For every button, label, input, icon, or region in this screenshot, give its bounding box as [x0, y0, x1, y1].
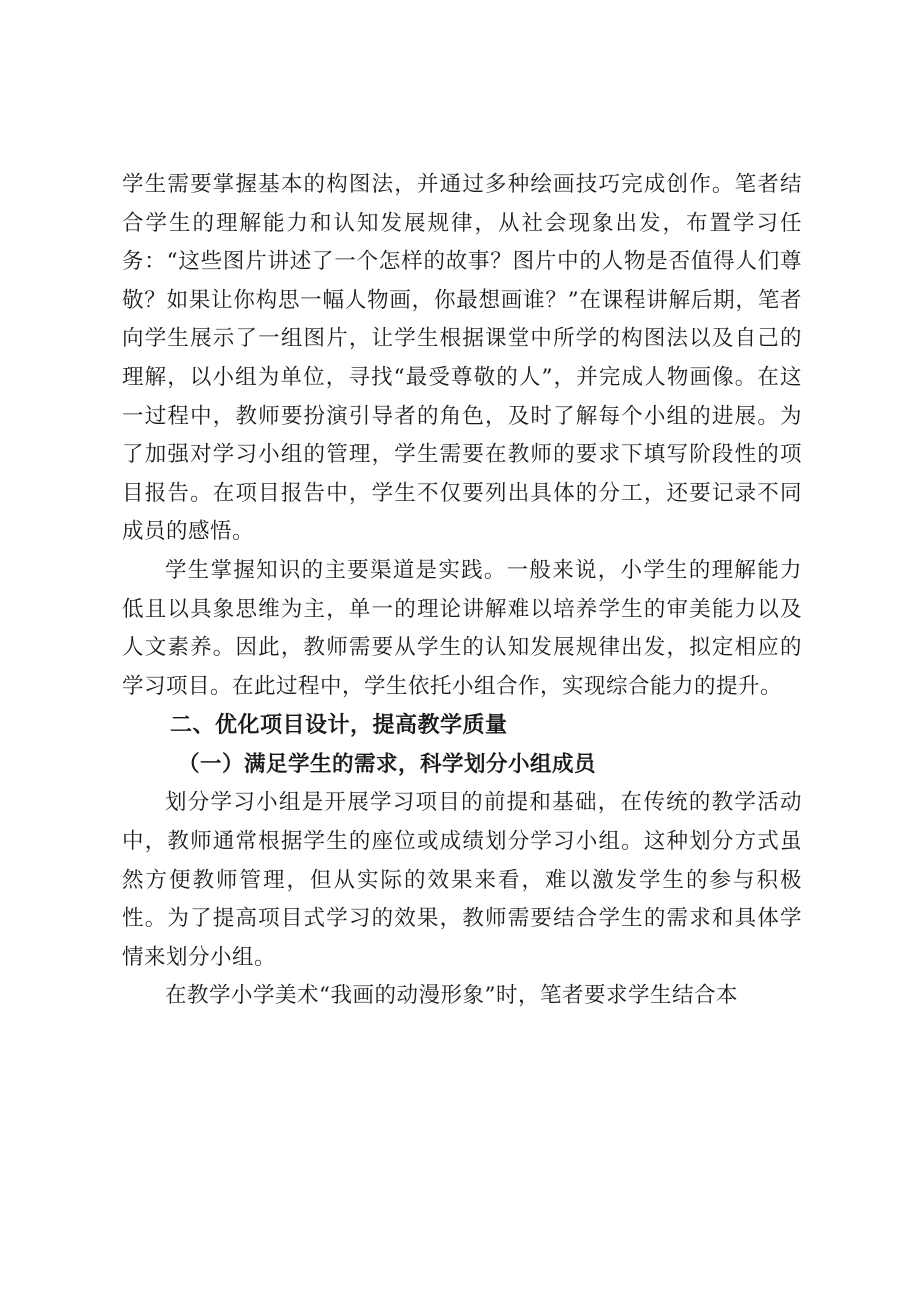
paragraph-grouping: 划分学习小组是开展学习项目的前提和基础，在传统的教学活动中，教师通常根据学生的座位或成绩划分学习小组。这种划分方式虽然方便教师管理，但从实际的效果来看，难以激发学生的参与积极性。为了提高项目式学习的效果，教师需要结合学生的需求和具体学情来划分小组。	[122, 790, 802, 970]
sub-heading: （一）满足学生的需求，科学划分小组成员	[178, 752, 597, 778]
document-body	[122, 166, 802, 1016]
section-heading: 二、优化项目设计，提高教学质量	[170, 713, 508, 739]
paragraph-practice: 学生掌握知识的主要渠道是实践。一般来说，小学生的理解能力低且以具象思维为主，单一的理论讲解难以培养学生的审美能力以及人文素养。因此，教师需要从学生的认知发展规律出发，拟定相应的学习项目。在此过程中，学生依托小组合作，实现综合能力的提升。	[122, 557, 802, 699]
paragraph-example: 在教学小学美术“我画的动漫形象”时，笔者要求学生结合本	[165, 983, 738, 1009]
paragraph-continued: 学生需要掌握基本的构图法，并通过多种绘画技巧完成创作。笔者结合学生的理解能力和认知发展规律，从社会现象出发，布置学习任务：“这些图片讲述了一个怎样的故事？图片中的人物是否值得人们尊敬？如果让你构思一幅人物画，你最想画谁？”在课程讲解后期，笔者向学生展示了一组图片，让学生根据课堂中所学的构图法以及自己的理解，以小组为单位，寻找“最受尊敬的人”，并完成人物画像。在这一过程中，教师要扮演引导者的角色，及时了解每个小组的进展。为了加强对学习小组的管理，学生需要在教师的要求下填写阶段性的项目报告。在项目报告中，学生不仅要列出具体的分工，还要记录不同成员的感悟。	[122, 172, 802, 545]
